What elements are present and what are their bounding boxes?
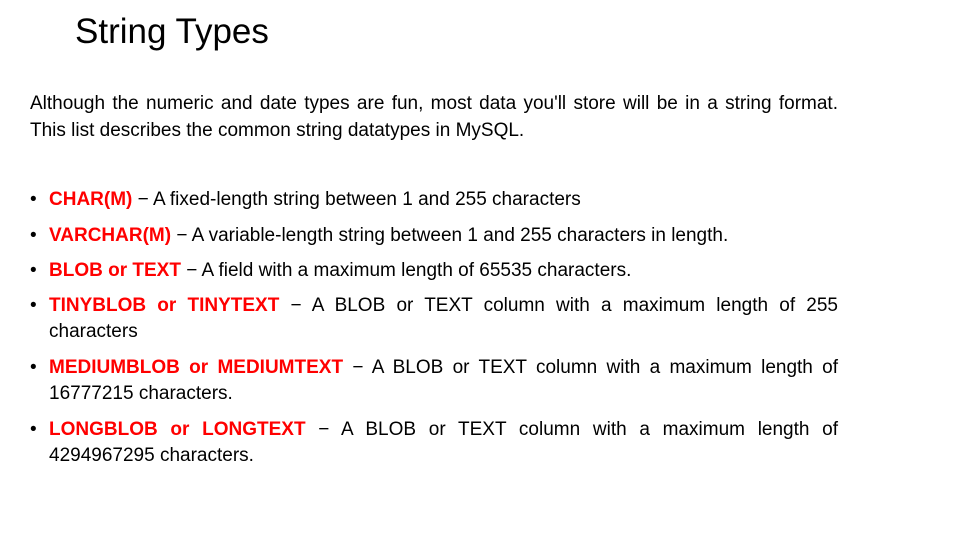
type-description: − A BLOB or TEXT column with a maximum length of 4294967295 characters. <box>49 419 839 466</box>
type-term: LONGBLOB or LONGTEXT <box>49 419 306 440</box>
type-term: CHAR(M) <box>49 189 133 210</box>
slide-title: String Types <box>75 12 269 51</box>
type-term: BLOB or TEXT <box>49 260 181 281</box>
type-description: − A field with a maximum length of 65535 characters. <box>180 260 632 281</box>
type-term: TINYBLOB or TINYTEXT <box>49 295 280 316</box>
type-term: MEDIUMBLOB or MEDIUMTEXT <box>49 357 344 378</box>
list-item-char <box>30 187 838 213</box>
type-description: − A BLOB or TEXT column with a maximum length of 16777215 characters. <box>49 357 838 404</box>
list-item-tinyblob-tinytext <box>30 293 838 345</box>
type-description: − A fixed-length string between 1 and 255 characters <box>132 189 581 210</box>
bullet-icon: • <box>30 225 37 246</box>
list-item-mediumblob-mediumtext <box>30 355 838 407</box>
type-description: − A BLOB or TEXT column with a maximum length of 255 characters <box>49 295 838 342</box>
bullet-icon: • <box>30 357 37 378</box>
type-term: VARCHAR(M) <box>49 225 172 246</box>
bullet-icon: • <box>30 189 37 210</box>
list-item-longblob-longtext <box>30 417 838 469</box>
type-description: − A variable-length string between 1 and 255 characters in length. <box>171 225 729 246</box>
bullet-icon: • <box>30 419 37 440</box>
list-item-varchar <box>30 223 838 249</box>
bullet-icon: • <box>30 260 37 281</box>
bullet-icon: • <box>30 295 37 316</box>
list-item-blob-text <box>30 258 838 284</box>
string-types-list <box>30 187 838 469</box>
intro-paragraph: Although the numeric and date types are fun, most data you'll store will be in a string format. This list describes the common string datatypes in MySQL. <box>30 93 838 141</box>
